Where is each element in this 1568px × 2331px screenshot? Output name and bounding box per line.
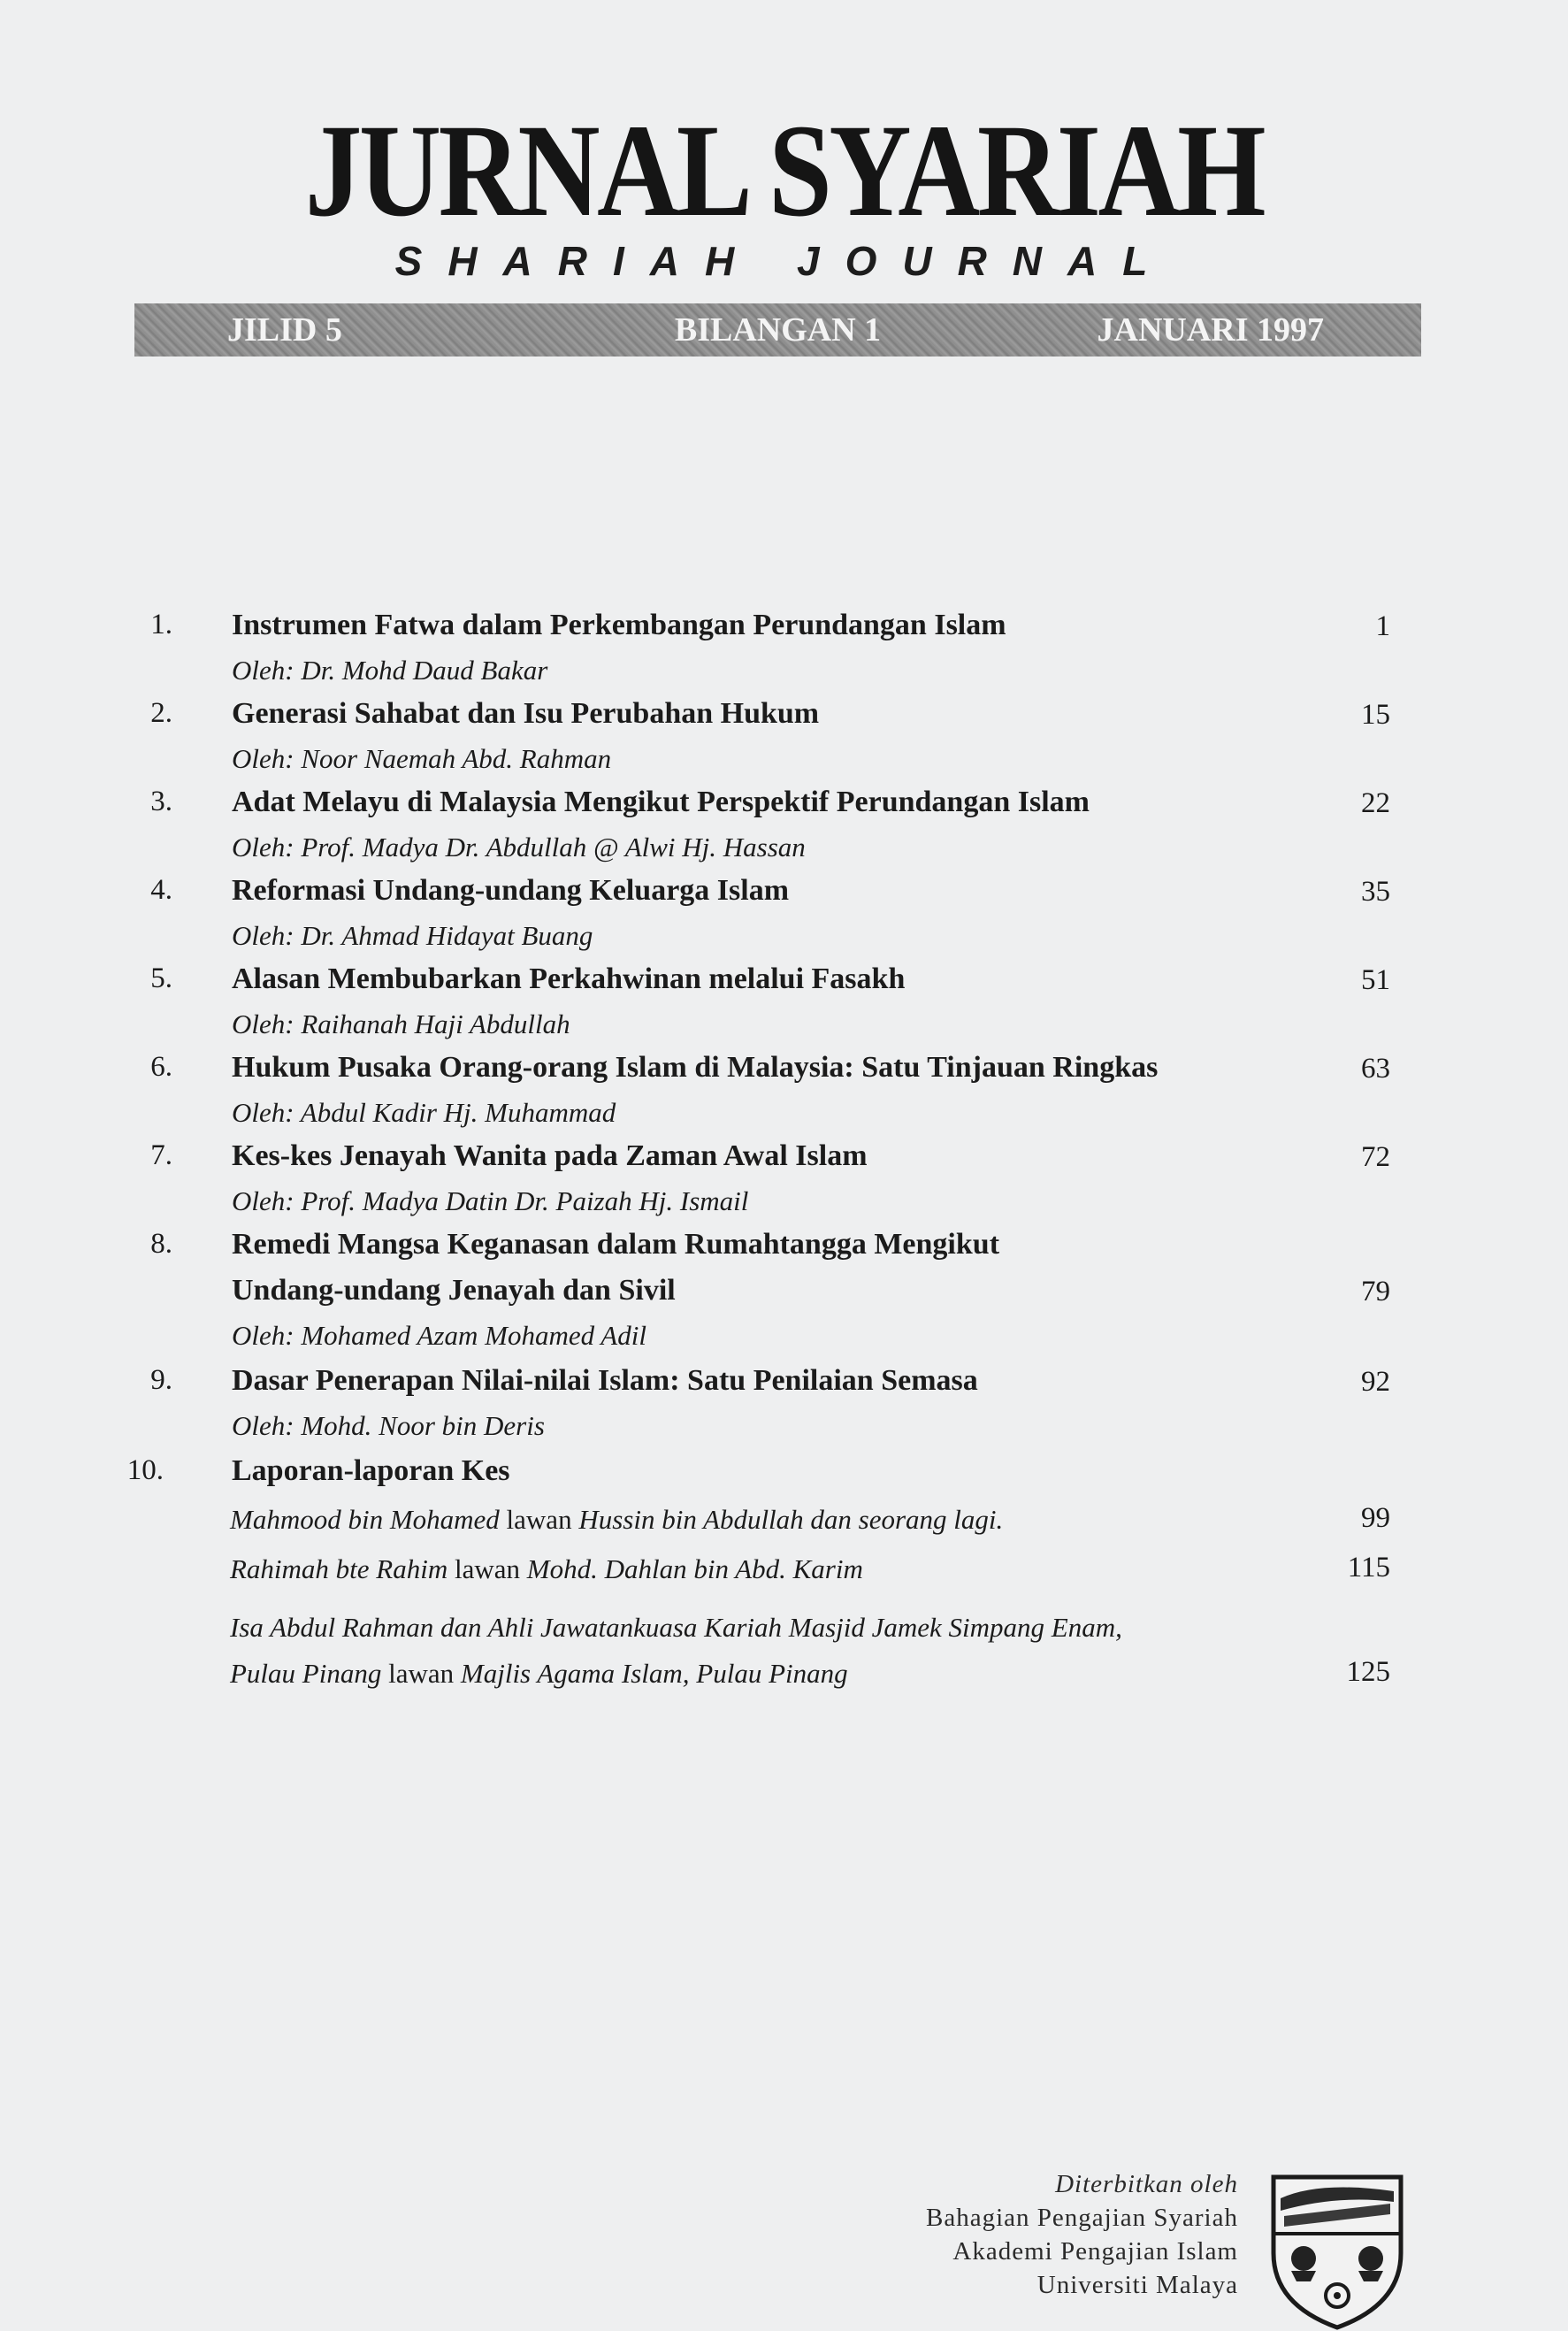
toc-author: Oleh: Raihanah Haji Abdullah [232,1008,570,1039]
case-party: Pulau Pinang [230,1658,382,1689]
toc-page: 1 [1375,610,1390,642]
toc-number: 5. [150,962,172,994]
toc-author: Oleh: Noor Naemah Abd. Rahman [232,743,612,774]
toc-number: 8. [150,1228,172,1260]
toc-page: 22 [1361,787,1390,819]
toc-author: Oleh: Dr. Mohd Daud Bakar [232,655,548,686]
university-crest-icon [1266,2172,1408,2331]
toc-page: 79 [1361,1276,1390,1307]
toc-page: 72 [1361,1141,1390,1173]
toc-author: Oleh: Prof. Madya Dr. Abdullah @ Alwi Hj. Hassan [232,832,806,863]
toc-title[interactable]: Reformasi Undang-undang Keluarga Islam [232,874,790,907]
toc-author: Oleh: Dr. Ahmad Hidayat Buang [232,920,593,951]
toc-title-continued[interactable]: Undang-undang Jenayah dan Sivil [232,1274,676,1307]
publisher-line: Bahagian Pengajian Syariah [926,2204,1238,2232]
toc-title[interactable]: Generasi Sahabat dan Isu Perubahan Hukum [232,697,820,730]
case-entry[interactable] [230,1612,1122,1644]
toc-number: 9. [150,1364,172,1396]
toc-page: 51 [1361,964,1390,996]
publisher-block [796,2167,1238,2302]
toc-author: Oleh: Mohd. Noor bin Deris [232,1410,545,1441]
toc-number: 7. [150,1139,172,1171]
journal-title: JURNAL SYARIAH [304,97,1264,244]
case-page: 125 [1346,1656,1390,1688]
case-versus: lawan [388,1658,455,1689]
toc-title[interactable]: Instrumen Fatwa dalam Perkembangan Perundangan Islam [232,609,1006,641]
toc-number: 2. [150,697,172,729]
toc-author: Oleh: Prof. Madya Datin Dr. Paizah Hj. Ismail [232,1185,749,1216]
toc-number: 10. [126,1454,164,1486]
toc-number: 4. [150,874,172,906]
toc-number: 3. [150,786,172,817]
issue-volume: JILID 5 [227,311,342,349]
case-page: 115 [1347,1552,1390,1583]
case-party: Mahmood bin Mohamed [230,1504,500,1535]
toc-page: 15 [1361,699,1390,731]
case-versus: lawan [455,1553,521,1584]
publisher-line: Akademi Pengajian Islam [952,2237,1238,2266]
issue-number: BILANGAN 1 [674,311,882,349]
case-party: Majlis Agama Islam, Pulau Pinang [460,1658,848,1689]
toc-title[interactable]: Hukum Pusaka Orang-orang Islam di Malaysia: Satu Tinjauan Ringkas [232,1051,1159,1084]
toc-page: 92 [1361,1366,1390,1398]
case-versus: lawan [506,1504,572,1535]
case-party: Rahimah bte Rahim [230,1553,448,1584]
toc-title[interactable]: Dasar Penerapan Nilai-nilai Islam: Satu Penilaian Semasa [232,1364,978,1397]
toc-title[interactable]: Adat Melayu di Malaysia Mengikut Perspektif Perundangan Islam [232,786,1090,818]
case-party: Hussin bin Abdullah dan seorang lagi. [578,1504,1004,1535]
toc-title[interactable]: Kes-kes Jenayah Wanita pada Zaman Awal Islam [232,1139,868,1172]
toc-title[interactable]: Remedi Mangsa Keganasan dalam Rumahtangga Mengikut [232,1228,1000,1261]
toc-number: 1. [150,609,172,640]
case-page: 99 [1361,1502,1390,1534]
case-entry[interactable] [230,1504,1003,1536]
toc-author: Oleh: Mohamed Azam Mohamed Adil [232,1320,646,1351]
toc-page: 63 [1361,1053,1390,1085]
case-entry[interactable] [230,1553,863,1585]
publisher-label: Diterbitkan oleh [1055,2170,1238,2198]
case-party: Isa Abdul Rahman dan Ahli Jawatankuasa Kariah Masjid Jamek Simpang Enam, [230,1612,1122,1643]
toc-title[interactable]: Alasan Membubarkan Perkahwinan melalui Fasakh [232,962,906,995]
journal-subtitle: SHARIAH JOURNAL [394,238,1174,284]
issue-band [134,303,1421,357]
toc-author: Oleh: Abdul Kadir Hj. Muhammad [232,1097,616,1128]
toc-title[interactable]: Laporan-laporan Kes [232,1454,510,1487]
issue-date: JANUARI 1997 [1097,311,1324,349]
case-party: Mohd. Dahlan bin Abd. Karim [526,1553,863,1584]
case-entry-continued[interactable] [230,1658,848,1690]
toc-page: 35 [1361,876,1390,908]
toc-number: 6. [150,1051,172,1083]
publisher-line: Universiti Malaya [1036,2271,1238,2299]
